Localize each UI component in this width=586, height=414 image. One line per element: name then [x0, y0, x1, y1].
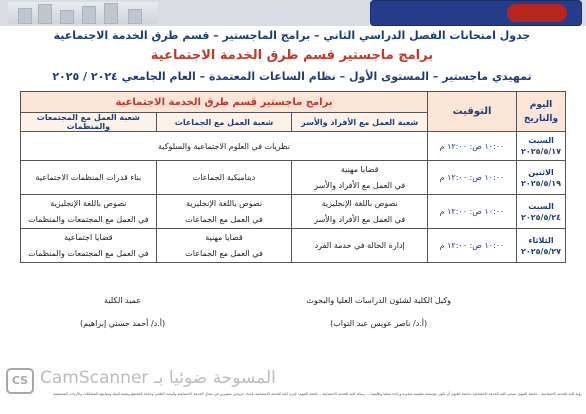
day-cell: السبت ٢٠٢٥/٥/٢٤	[517, 195, 566, 229]
course-cell: إدارة الحالة في خدمة الفرد	[292, 229, 428, 263]
time-cell: ١٠:٠٠ ص: ١٢:٠٠ م	[428, 161, 517, 195]
dean-signature	[80, 296, 165, 342]
course-cell: نظريات في العلوم الاجتماعية والسلوكية	[21, 132, 428, 161]
university-logo	[370, 0, 582, 26]
time-cell: ١٠:٠٠ ص: ١٢:٠٠ م	[428, 132, 517, 161]
vice-dean-name: (أ.د/ ناصر عويس عبد التواب)	[330, 319, 428, 328]
track-communities-header: شعبة العمل مع المجتمعات والمنظمات	[21, 113, 157, 132]
table-row	[21, 229, 566, 263]
exam-schedule-table	[20, 91, 566, 263]
course-cell: قضايا مهنية في العمل مع الجماعات	[156, 229, 292, 263]
table-row	[21, 195, 566, 229]
dean-name: (أ.د/ أحمد حسني إبراهيم)	[80, 319, 166, 328]
level-subtitle: تمهيدي ماجستير – المستوى الأول – نظام الساعات المعتمدة – العام الجامعي ٢٠٢٤ / ٢٠٢٥	[52, 70, 532, 83]
dean-title: عميد الكلية	[104, 296, 142, 305]
course-cell: نصوص باللغة الإنجليزية في العمل مع الجماعات	[156, 195, 292, 229]
vice-dean-title: وكيل الكلية لشئون الدراسات العليا والبحوث	[306, 296, 451, 305]
watermark-text: CamScanner المسوحة ضوئيا بـ	[40, 368, 276, 388]
time-cell: ١٠:٠٠ ص: ١٢:٠٠ م	[428, 229, 517, 263]
camscanner-watermark	[6, 366, 396, 394]
day-cell: الثلاثاء ٢٠٢٥/٥/٢٧	[517, 229, 566, 263]
day-cell: الاثنين ٢٠٢٥/٥/١٩	[517, 161, 566, 195]
time-cell: ١٠:٠٠ ص: ١٢:٠٠ م	[428, 195, 517, 229]
col-time-header: التوقيت	[428, 92, 517, 132]
course-cell: نصوص باللغة الإنجليزية في العمل مع الأفراد والأسر	[292, 195, 428, 229]
header-banner	[0, 0, 586, 26]
course-cell: ديناميكية الجماعات	[156, 161, 292, 195]
program-title: برامج ماجستير قسم طرق الخدمة الاجتماعية	[150, 48, 434, 63]
day-cell: السبت ٢٠٢٥/٥/١٧	[517, 132, 566, 161]
program-header: برامج ماجستير قسم طرق الخدمة الاجتماعية	[21, 92, 428, 113]
footer-vision-mission: رؤية كلية الخدمة الاجتماعية – جامعة الفيوم: تسعى كلية الخدمة الاجتماعية بجامعة الفيوم أن تكون مؤسسة تعليمية متميزة ورائدة محليا وإقليميا — رسالة كلية الخدمة الاجتماعية – جامعة الفيوم: تلتزم كلية الخدمة الاجتماعية بإعداد خريجين متميزين في مجال الخدمة الاجتماعية والبحث العلمي وخدمة المجتمع وتنمية البيئة ومواجهة المشكلات والأزمات المجتمعية	[53, 392, 582, 396]
camscanner-logo-icon: CS	[6, 368, 34, 394]
table-row	[21, 161, 566, 195]
table-row	[21, 132, 566, 161]
course-cell: قضايا مهنية في العمل مع الأفراد والأسر	[292, 161, 428, 195]
vice-dean-signature	[306, 296, 451, 342]
course-cell: قضايا اجتماعية في العمل مع المجتمعات والمنظمات	[21, 229, 157, 263]
course-cell: نصوص باللغة الإنجليزية في العمل مع المجتمعات والمنظمات	[21, 195, 157, 229]
exam-schedule-title: جدول امتحانات الفصل الدراسي الثاني – برامج الماجستير – قسم طرق الخدمة الاجتماعية	[53, 29, 531, 42]
track-individuals-header: شعبة العمل مع الأفراد والأسر	[292, 113, 428, 132]
building-image	[8, 2, 158, 24]
track-groups-header: شعبة العمل مع الجماعات	[156, 113, 292, 132]
course-cell: بناء قدرات المنظمات الاجتماعية	[21, 161, 157, 195]
col-day-header: اليوم والتاريخ	[517, 92, 566, 132]
